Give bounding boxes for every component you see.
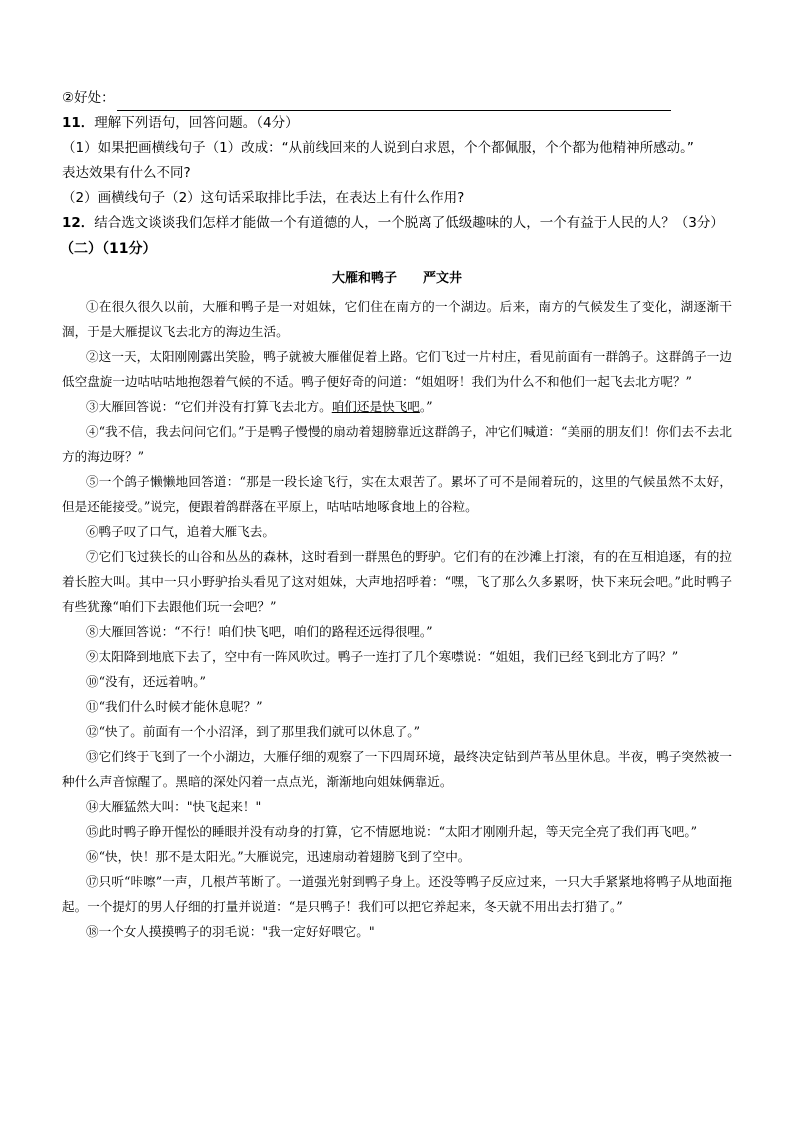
story-title-row: [62, 264, 732, 294]
paragraph-11: ⑪“我们什么时候才能休息呢？”: [86, 699, 263, 714]
paragraph-14: ⑭大雁猛然大叫："快飞起来！": [86, 799, 262, 814]
paragraph-12: ⑫“快了。前面有一个小沼泽，到了那里我们就可以休息了。”: [86, 724, 421, 739]
paragraph-3-text-a: ③大雁回答说：“它们并没有打算飞去北方。: [86, 399, 332, 414]
story-author: 严文井: [423, 271, 463, 286]
section-heading: （二）（11分）: [60, 241, 157, 257]
paragraph-5: ⑤一个鸽子懒懒地回答道：“那是一段长途飞行，实在太艰苦了。累坏了可不是闹着玩的，这里的气候虽然不太好，但是还能接受。”说完，便跟着鸽群落在平原上，咕咕咕地啄食地上的谷粒。: [62, 474, 732, 514]
paragraph-9: ⑨太阳降到地底下去了，空中有一阵风吹过。鸭子一连打了几个寒噤说：“姐姐，我们已经飞到北方了吗？”: [86, 649, 679, 664]
question-12-number: 12．: [62, 215, 95, 231]
question-11-part-1-line-1: （1）如果把画横线句子（1）改成：“从前线回来的人说到白求恩，个个都佩服，个个都为他精神所感动。”: [62, 140, 694, 156]
paragraph-6: ⑥鸭子叹了口气，追着大雁飞去。: [86, 524, 275, 539]
paragraph-17: ⑰只听“咔嚓”一声，几根芦苇断了。一道强光射到鸭子身上。还没等鸭子反应过来，一只大手紧紧地将鸭子从地面拖起。一个提灯的男人仔细的打量并说道：“是只鸭子！我们可以把它养起来，冬天就不用出去打猎了。”: [62, 874, 732, 914]
paragraph-2: ②这一天，太阳刚刚露出笑脸，鸭子就被大雁催促着上路。它们飞过一片村庄，看见前面有一群鸽子。这群鸽子一边低空盘旋一边咕咕咕地抱怨着气候的不适。鸭子便好奇的问道：“姐姐呀！我们为什么不和他们一起飞去北方呢？”: [62, 349, 732, 389]
answer-blank-line[interactable]: [117, 92, 671, 111]
document-page: [62, 86, 732, 944]
question-11-number: 11．: [62, 115, 95, 131]
paragraph-15: ⑮此时鸭子睁开惺忪的睡眼并没有动身的打算，它不情愿地说：“太阳才刚刚升起，等天完全亮了我们再飞吧。”: [86, 824, 698, 839]
paragraph-3-text-c: 。”: [419, 399, 433, 414]
paragraph-8: ⑧大雁回答说：“不行！咱们快飞吧，咱们的路程还远得很哩。”: [86, 624, 433, 639]
paragraph-1: ①在很久很久以前，大雁和鸭子是一对姐妹，它们住在南方的一个湖边。后来，南方的气候发生了变化，湖逐渐干涸，于是大雁提议飞去北方的海边生活。: [62, 299, 732, 339]
paragraph-3: [62, 394, 732, 419]
benefit-answer-row: [62, 86, 732, 111]
paragraph-18: ⑱一个女人摸摸鸭子的羽毛说："我一定好好喂它。": [86, 924, 375, 939]
paragraph-13: ⑬它们终于飞到了一个小湖边，大雁仔细的观察了一下四周环境，最终决定钻到芦苇丛里休息。半夜，鸭子突然被一种什么声音惊醒了。黑暗的深处闪着一点点光，渐渐地向姐妹俩靠近。: [62, 749, 732, 789]
question-11-text: 理解下列语句，回答问题。（4分）: [94, 115, 299, 131]
question-12: [62, 211, 732, 236]
paragraph-16: ⑯“快，快！那不是太阳光。”大雁说完，迅速扇动着翅膀飞到了空中。: [86, 849, 471, 864]
question-12-text: 结合选文谈谈我们怎样才能做一个有道德的人，一个脱离了低级趣味的人，一个有益于人民的人？（3分）: [94, 215, 724, 231]
question-11-part-1-line-2: 表达效果有什么不同?: [62, 165, 191, 181]
question-11: [62, 111, 732, 136]
benefit-label: ②好处：: [62, 90, 115, 106]
paragraph-7: ⑦它们飞过狭长的山谷和丛丛的森林，这时看到一群黑色的野驴。它们有的在沙滩上打滚，有的在互相追逐，有的拉着长腔大叫。其中一只小野驴抬头看见了这对姐妹，大声地招呼着：“嘿，飞了那么久多累呀，快下来玩会吧。”此时鸭子有些犹豫“咱们下去跟他们玩一会吧？”: [62, 549, 732, 614]
question-11-part-2: （2）画横线句子（2）这句话采取排比手法，在表达上有什么作用?: [62, 190, 465, 206]
story-title: 大雁和鸭子: [331, 271, 397, 286]
underlined-sentence: 咱们还是快飞吧: [331, 399, 420, 414]
paragraph-10: ⑩“没有，还远着呐。”: [86, 674, 206, 689]
story-body: [62, 294, 732, 944]
paragraph-4: ④“我不信，我去问问它们。”于是鸭子慢慢的扇动着翅膀靠近这群鸽子，冲它们喊道：“美丽的朋友们！你们去不去北方的海边呀？”: [62, 424, 732, 464]
